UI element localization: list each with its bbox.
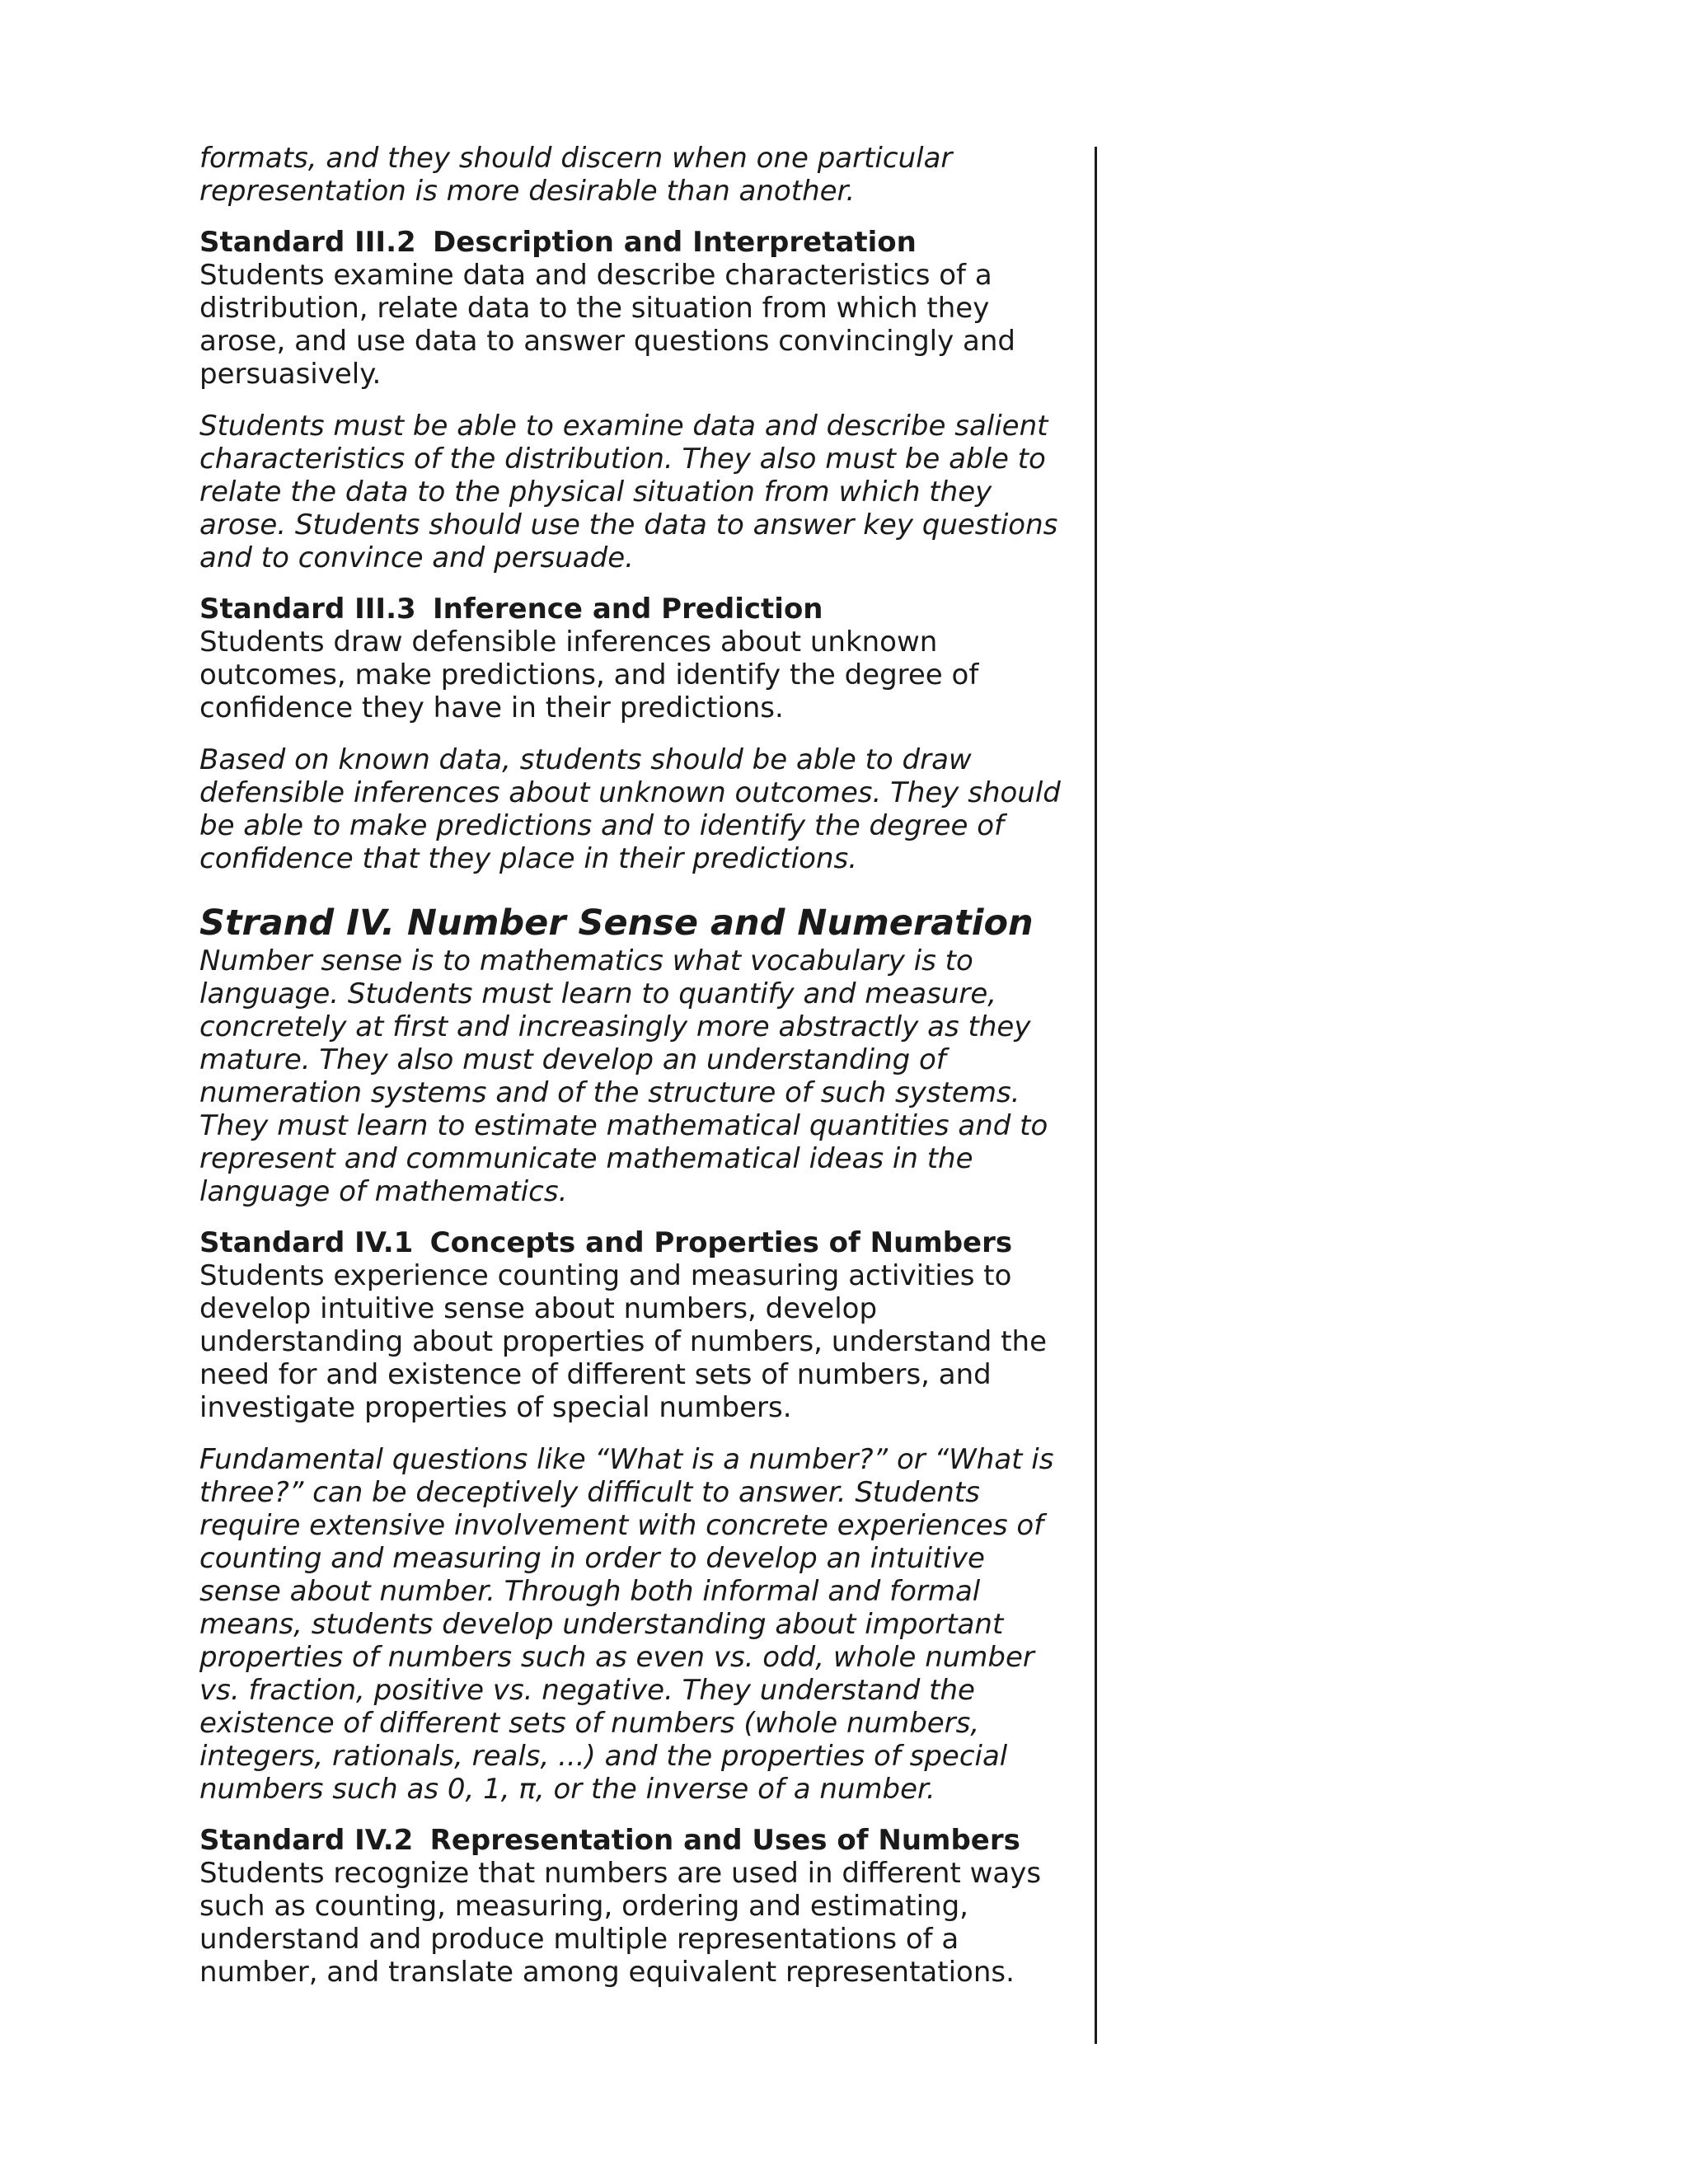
standard-title: Description and Interpretation [433,226,917,259]
standard-elaboration: Based on known data, students should be able to draw defensible inferences about unknown outcomes. They should be able to make predictions and to identify the degree of confidence that they place in their predictions. [199,743,1061,875]
standard-iv-1 [199,1226,1065,1806]
standard-number: Standard IV.1 [199,1226,414,1259]
strand-title: Strand IV. Number Sense and Numeration [199,902,1034,944]
standard-heading [199,1824,1065,1857]
standard-heading [199,226,1065,259]
column-divider-rule [1095,147,1097,2044]
standard-elaboration: Students must be able to examine data and describe salient characteristics of the distribution. They also must be able to relate the data to the physical situation from which they arose. Students should use the data to answer key questions and to convince and persuade. [199,410,1058,574]
standard-statement: Students experience counting and measuring activities to develop intuitive sense about numbers, develop understanding about properties of numbers, understand the need for and existence of different sets of numbers, and investigate properties of special numbers. [199,1259,1047,1424]
strand-intro: Number sense is to mathematics what vocabulary is to language. Students must learn to quantify and measure, concretely at first and increasingly more abstractly as they mature. They also must develop an understanding of numeration systems and of the structure of such systems. They must learn to estimate mathematical quantities and to represent and communicate mathematical ideas in the language of mathematics. [199,944,1048,1208]
standard-iv-2 [199,1824,1065,1989]
standard-statement: Students examine data and describe characteristics of a distribution, relate data to the situation from which they arose, and use data to answer questions convincingly and persuasively. [199,259,1016,391]
standard-heading [199,593,1065,626]
standard-statement: Students draw defensible inferences about unknown outcomes, make predictions, and identify the degree of confidence they have in their predictions. [199,626,979,724]
standard-title: Inference and Prediction [433,593,823,626]
standard-iii-2 [199,226,1065,574]
standard-number: Standard III.2 [199,226,416,259]
text-column [199,142,1065,1989]
standard-iii-3 [199,593,1065,875]
standard-number: Standard IV.2 [199,1824,414,1857]
intro-continuation: formats, and they should discern when one particular representation is more desirable than another. [199,142,953,208]
standard-number: Standard III.3 [199,593,416,626]
standard-title: Representation and Uses of Numbers [429,1824,1020,1857]
standard-title: Concepts and Properties of Numbers [429,1226,1013,1259]
standard-heading [199,1226,1065,1259]
standard-statement: Students recognize that numbers are used in different ways such as counting, measuring, ordering and estimating, understand and produce multiple representations of a number, and translate among equivalent representations. [199,1857,1042,1989]
standard-elaboration: Fundamental questions like “What is a number?” or “What is three?” can be deceptively difficult to answer. Students require extensive involvement with concrete experiences of counting and measuring in order to develop an intuitive sense about number. Through both informal and formal means, students develop understanding about important properties of numbers such as even vs. odd, whole number vs. fraction, positive vs. negative. They understand the existence of different sets of numbers (whole numbers, integers, rationals, reals, ...) and the properties of special numbers such as 0, 1, π, or the inverse of a number. [199,1443,1054,1806]
